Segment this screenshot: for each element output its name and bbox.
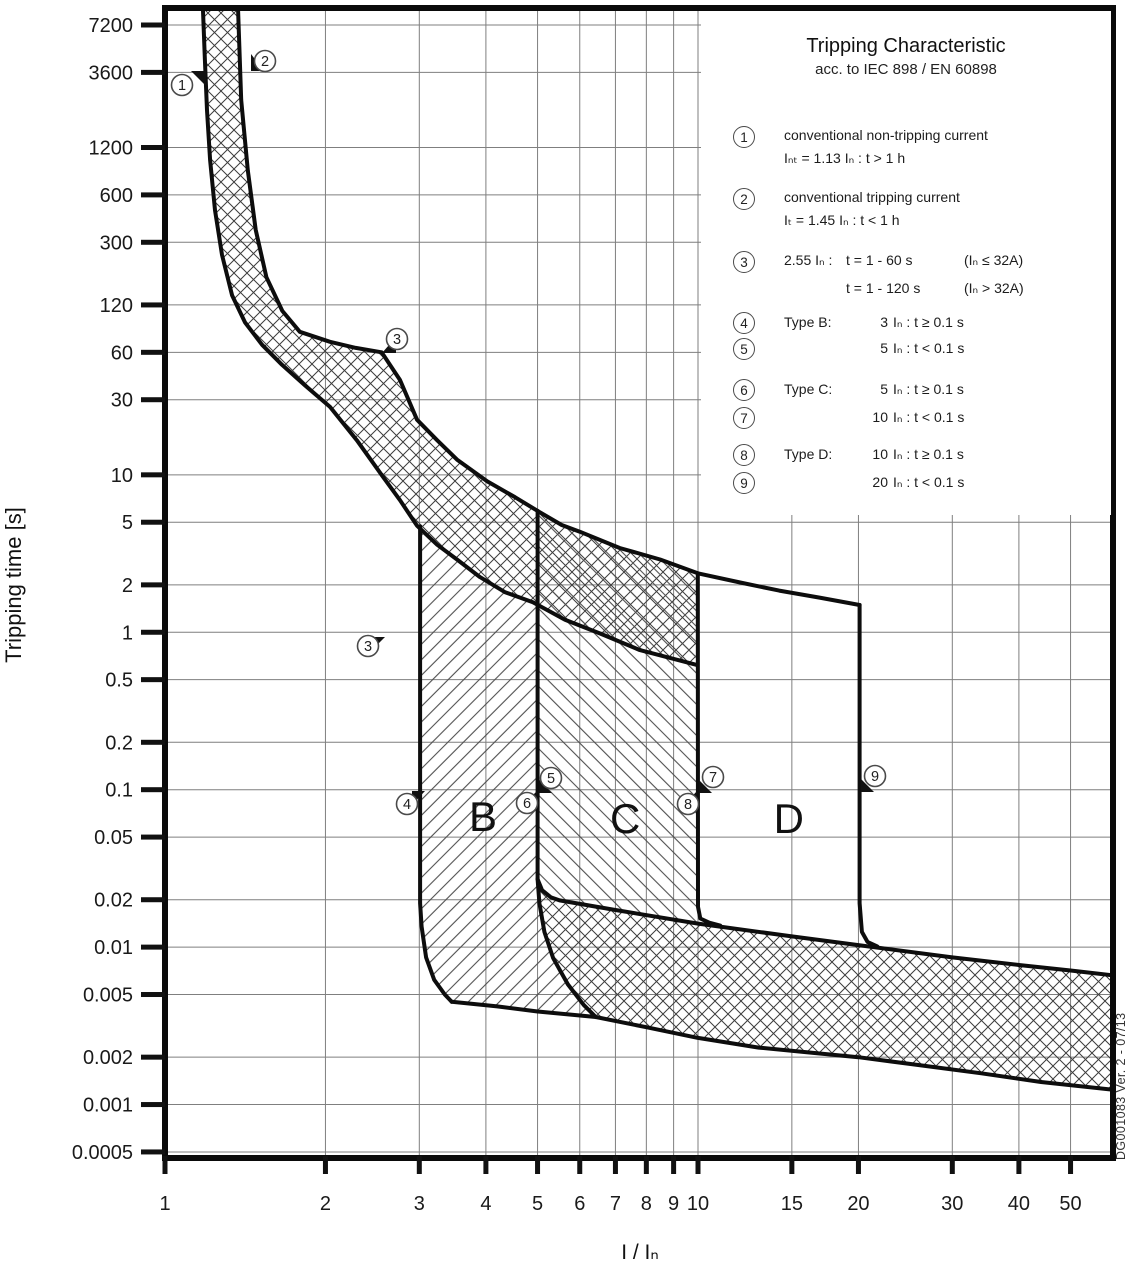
legend-item-8-multiple: 10 xyxy=(872,446,888,462)
y-tick-label: 0.0005 xyxy=(71,1141,133,1164)
x-axis-tick xyxy=(950,1156,955,1174)
x-axis-tick xyxy=(163,1156,168,1174)
y-tick-label: 600 xyxy=(99,184,133,207)
x-axis-tick xyxy=(1068,1156,1073,1174)
x-tick-label: 50 xyxy=(1059,1193,1082,1215)
legend-item-2-formula: Iₜ = 1.45 Iₙ : t < 1 h xyxy=(784,212,900,228)
legend-item-4-condition: Iₙ : t ≥ 0.1 s xyxy=(893,314,964,330)
legend-item-6-number: 6 xyxy=(733,379,755,401)
x-axis-tick xyxy=(644,1156,649,1174)
y-axis-tick xyxy=(141,70,165,75)
x-tick-label: 8 xyxy=(640,1193,652,1215)
y-tick-label: 0.2 xyxy=(105,732,133,755)
legend-item-3-time1: t = 1 - 60 s xyxy=(846,252,913,268)
y-tick-label: 0.005 xyxy=(82,984,133,1007)
document-reference: DG001083 Ver. 2 - 07/13 xyxy=(1114,1012,1128,1160)
y-tick-label: 0.002 xyxy=(82,1047,133,1070)
x-axis-tick xyxy=(671,1156,676,1174)
legend-item-4-multiple: 3 xyxy=(880,314,888,330)
y-tick-label: 1200 xyxy=(88,137,133,160)
legend-item-9-condition: Iₙ : t < 0.1 s xyxy=(893,474,965,490)
y-tick-label: 1 xyxy=(121,622,133,645)
legend-item-9-multiple: 20 xyxy=(872,474,888,490)
y-tick-label: 3600 xyxy=(88,62,133,85)
x-tick-label: 40 xyxy=(1007,1193,1031,1215)
marker-number-8: 8 xyxy=(683,797,693,813)
legend-item-3-number: 3 xyxy=(733,251,755,273)
y-tick-label: 30 xyxy=(110,389,133,412)
y-tick-label: 7200 xyxy=(88,15,133,37)
y-axis-tick xyxy=(141,835,165,840)
y-axis-tick xyxy=(141,192,165,197)
legend-item-4 xyxy=(733,312,964,334)
zone-label-D: D xyxy=(773,795,804,843)
legend-item-5 xyxy=(733,338,964,360)
legend-item-9 xyxy=(733,472,964,494)
marker-number-1: 1 xyxy=(177,78,187,94)
x-tick-label: 15 xyxy=(780,1193,803,1215)
marker-number-9: 9 xyxy=(870,769,880,785)
y-axis-tick xyxy=(141,582,165,587)
y-tick-label: 0.02 xyxy=(94,889,133,912)
y-axis-tick xyxy=(141,1055,165,1060)
y-tick-label: 0.001 xyxy=(82,1094,133,1117)
y-axis-tick xyxy=(141,145,165,150)
legend-panel xyxy=(701,11,1111,515)
legend-item-7-type xyxy=(784,407,862,427)
y-tick-label: 0.1 xyxy=(105,779,133,802)
y-axis-tick xyxy=(141,1102,165,1107)
x-tick-label: 9 xyxy=(668,1193,680,1215)
marker-number-3: 3 xyxy=(363,639,373,655)
y-axis-tick xyxy=(141,897,165,902)
marker-number-5: 5 xyxy=(546,771,556,787)
legend-item-1-formula: Iₙₜ = 1.13 Iₙ : t > 1 h xyxy=(784,150,906,166)
legend-item-3-cond1: (Iₙ ≤ 32A) xyxy=(964,252,1024,268)
x-axis-tick xyxy=(535,1156,540,1174)
legend-subtitle: acc. to IEC 898 / EN 60898 xyxy=(815,61,997,78)
legend-item-8-type: Type D: xyxy=(784,446,833,462)
legend-item-3-time2: t = 1 - 120 s xyxy=(846,280,921,296)
legend-title: Tripping Characteristic xyxy=(806,35,1006,57)
legend-item-5-condition: Iₙ : t < 0.1 s xyxy=(893,340,965,356)
y-axis-tick xyxy=(141,677,165,682)
legend-item-5-type xyxy=(784,338,862,358)
legend-item-2 xyxy=(733,188,960,230)
legend-item-6 xyxy=(733,379,964,401)
x-axis-title: I / Iₙ xyxy=(621,1241,659,1264)
legend-item-8-condition: Iₙ : t ≥ 0.1 s xyxy=(893,446,964,462)
legend-item-9-type xyxy=(784,472,862,492)
y-tick-label: 300 xyxy=(99,232,133,255)
legend-item-8-number: 8 xyxy=(733,444,755,466)
zone-label-C: C xyxy=(609,795,641,843)
marker-number-6: 6 xyxy=(522,796,532,812)
x-tick-label: 5 xyxy=(531,1193,544,1215)
marker-number-4: 4 xyxy=(402,797,412,813)
legend-item-2-text: conventional tripping current xyxy=(784,189,960,205)
marker-number-7: 7 xyxy=(708,770,718,786)
legend-item-4-type: Type B: xyxy=(784,314,832,330)
legend-item-9-number: 9 xyxy=(733,472,755,494)
y-tick-label: 0.5 xyxy=(105,669,133,692)
y-axis-tick xyxy=(141,472,165,477)
legend-item-5-multiple: 5 xyxy=(880,340,888,356)
legend-item-4-number: 4 xyxy=(733,312,755,334)
x-axis-tick xyxy=(483,1156,488,1174)
y-axis-tick xyxy=(141,630,165,635)
x-axis-tick xyxy=(613,1156,618,1174)
legend-item-6-multiple: 5 xyxy=(880,381,888,397)
legend-item-6-type: Type C: xyxy=(784,381,833,397)
y-axis-tick xyxy=(141,350,165,355)
x-axis-tick xyxy=(577,1156,582,1174)
y-axis-tick xyxy=(141,520,165,525)
y-axis-tick xyxy=(141,945,165,950)
x-axis-tick xyxy=(1016,1156,1021,1174)
legend-item-3-cond2: (Iₙ > 32A) xyxy=(964,280,1024,296)
x-axis-tick xyxy=(323,1156,328,1174)
x-tick-label: 4 xyxy=(480,1193,492,1215)
x-tick-label: 6 xyxy=(574,1193,586,1215)
y-axis-tick xyxy=(141,1149,165,1154)
x-tick-label: 30 xyxy=(941,1193,964,1215)
y-axis-tick xyxy=(141,302,165,307)
x-tick-label: 3 xyxy=(413,1193,425,1215)
y-tick-label: 0.01 xyxy=(94,937,133,960)
y-tick-label: 60 xyxy=(110,342,133,365)
legend-item-5-number: 5 xyxy=(733,338,755,360)
y-tick-label: 10 xyxy=(110,464,133,487)
legend-item-1-number: 1 xyxy=(733,126,755,148)
legend-item-8 xyxy=(733,444,964,466)
zone-label-B: B xyxy=(468,793,497,841)
marker-number-2: 2 xyxy=(260,54,270,70)
legend-item-1-text: conventional non-tripping current xyxy=(784,127,988,143)
y-axis-tick xyxy=(141,787,165,792)
legend-item-2-number: 2 xyxy=(733,188,755,210)
x-axis-tick xyxy=(417,1156,422,1174)
y-tick-label: 2 xyxy=(121,574,133,597)
y-tick-label: 0.05 xyxy=(94,827,133,850)
y-axis-tick xyxy=(141,740,165,745)
y-axis-tick xyxy=(141,23,165,28)
legend-item-1 xyxy=(733,126,988,168)
y-axis-tick xyxy=(141,992,165,997)
x-tick-label: 1 xyxy=(159,1193,171,1215)
marker-number-3: 3 xyxy=(392,332,402,348)
x-axis-tick xyxy=(856,1156,861,1174)
legend-item-3 xyxy=(733,251,1024,298)
y-axis-tick xyxy=(141,240,165,245)
x-tick-label: 20 xyxy=(847,1193,870,1215)
legend-item-7-multiple: 10 xyxy=(872,409,888,425)
legend-item-7-number: 7 xyxy=(733,407,755,429)
legend-item-3-label: 2.55 Iₙ : xyxy=(784,252,833,268)
x-axis-tick xyxy=(789,1156,794,1174)
x-axis-tick xyxy=(696,1156,701,1174)
y-axis-title: Tripping time [s] xyxy=(1,507,26,663)
y-axis-tick xyxy=(141,397,165,402)
legend-item-7 xyxy=(733,407,964,429)
x-tick-label: 2 xyxy=(319,1193,332,1215)
x-tick-label: 10 xyxy=(686,1193,710,1215)
legend-item-7-condition: Iₙ : t < 0.1 s xyxy=(893,409,965,425)
legend-item-6-condition: Iₙ : t ≥ 0.1 s xyxy=(893,381,964,397)
y-tick-label: 5 xyxy=(121,512,133,535)
x-tick-label: 7 xyxy=(609,1193,621,1215)
y-tick-label: 120 xyxy=(99,294,133,317)
